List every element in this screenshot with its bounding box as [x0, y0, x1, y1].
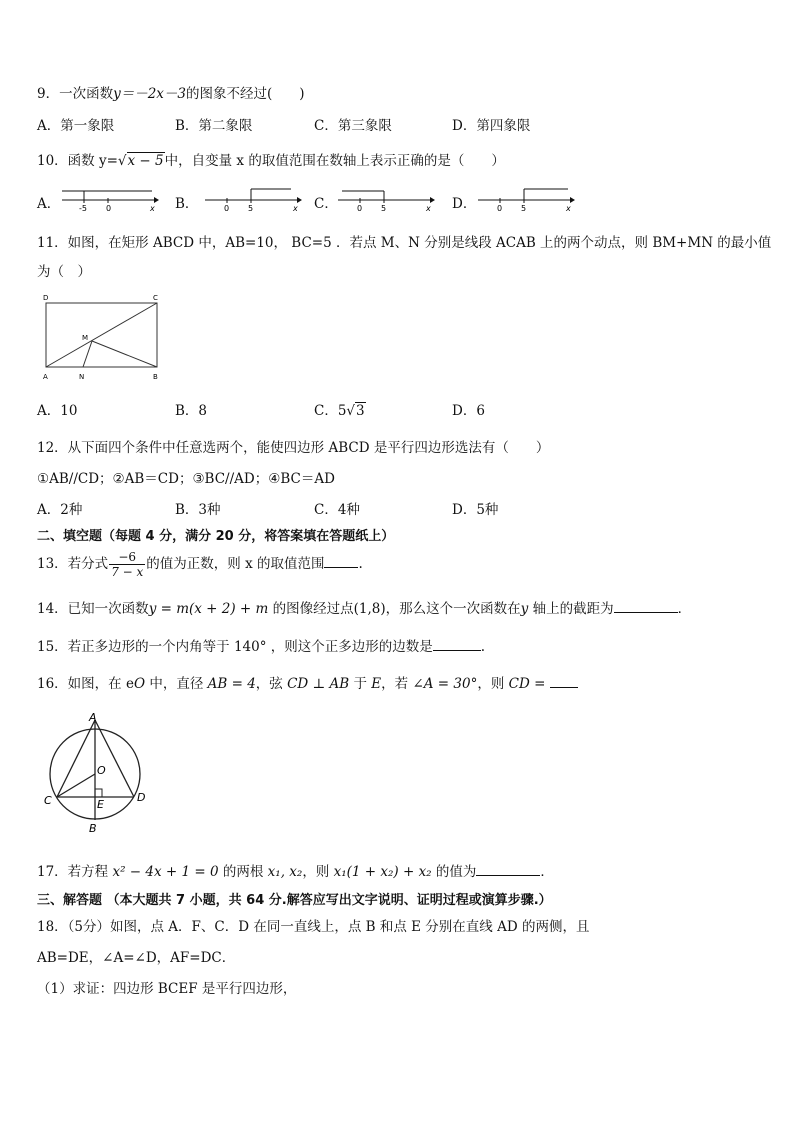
q10-b-label-x: x: [293, 204, 298, 213]
q14-axis: y: [520, 601, 529, 617]
q9-text-pre: 9．一次函数: [37, 86, 114, 102]
q10-c-label-x: x: [426, 204, 431, 213]
q10-a-label-neg5: -5: [79, 204, 87, 213]
section3-title: 三、解答题 （本大题共 7 小题，共 64 分.解答应写出文字说明、证明过程或演算步骤.）: [37, 893, 552, 908]
q16-label-a: A: [89, 711, 97, 724]
q16-cond1: AB = 4: [207, 676, 256, 692]
q17-stem: [37, 860, 554, 880]
q16-text-mid3: 于: [349, 676, 372, 692]
q13-text-post: 的值为正数，则 x 的取值范围: [146, 556, 325, 572]
q10-c-label-0: 0: [357, 204, 363, 213]
q10-option-d-letter: D．: [452, 196, 477, 212]
q14-text-mid2: ，那么这个一次函数在: [385, 601, 521, 617]
q9-stem: [37, 82, 305, 102]
q10-a-label-x: x: [150, 204, 155, 213]
q14-text-mid: 的图像经过点: [268, 601, 354, 617]
section2-title: 二、填空题（每题 4 分，满分 20 分，将答案填在答题纸上）: [37, 529, 395, 544]
q10-b-label-5: 5: [248, 204, 254, 213]
q16-label-o: O: [97, 764, 106, 777]
q17-text-pre: 17．若方程: [37, 864, 113, 880]
q16-answer-blank: [550, 675, 578, 688]
q12-option-c: C．4种: [314, 502, 360, 518]
q13-fraction: [109, 550, 145, 579]
q9-formula: y＝－2x－3: [113, 86, 187, 102]
q12-option-d: D．5种: [452, 502, 499, 518]
q10-a-label-0: 0: [106, 204, 112, 213]
q13-text-pre: 13．若分式: [37, 556, 109, 572]
q13-answer-blank: [324, 555, 358, 568]
q18-part1: （1）求证：四边形 BCEF 是平行四边形，: [37, 981, 297, 997]
q11-label-d: D: [43, 294, 49, 302]
q14-tail: ．: [677, 601, 692, 617]
q10-number-line-b: [203, 186, 303, 214]
q16-cond3: ∠A = 30°: [412, 676, 478, 692]
q10-b-label-0: 0: [224, 204, 230, 213]
q11-rectangle-figure: [37, 291, 167, 383]
q15-stem: [37, 635, 485, 655]
q14-text-pre: 14．已知一次函数: [37, 601, 149, 617]
q16-text-post: ，则: [477, 676, 509, 692]
q17-equation: x² − 4x + 1 = 0: [112, 864, 219, 880]
q16-stem: [37, 672, 578, 692]
q13-frac-den: 7 − x: [111, 565, 144, 579]
q11-option-c: C．5√3: [314, 403, 365, 419]
q16-point-e: E: [371, 676, 382, 692]
q12-option-b: B．3种: [175, 502, 221, 518]
q10-text-post: 中，自变量 x 的取值范围在数轴上表示正确的是（ ）: [164, 153, 505, 169]
q10-option-c-letter: C．: [314, 196, 338, 212]
q14-stem: [37, 597, 691, 617]
q14-formula: y = m(x + 2) + m: [148, 601, 269, 617]
q16-label-d: D: [137, 791, 146, 804]
q9-option-d: D．第四象限: [452, 118, 531, 134]
q10-d-label-0: 0: [497, 204, 503, 213]
q16-cond2: CD ⊥ AB: [287, 676, 350, 692]
q11-option-d: D．6: [452, 403, 485, 419]
q12-option-a: A．2种: [37, 502, 83, 518]
q11-label-c: C: [153, 294, 158, 302]
q9-option-a: A．第一象限: [37, 118, 115, 134]
q16-circle: O: [133, 676, 146, 692]
q9-option-b: B．第二象限: [175, 118, 253, 134]
q16-eq: =: [529, 676, 550, 692]
q10-d-label-x: x: [566, 204, 571, 213]
q10-text-pre: 10．函数 y=: [37, 153, 118, 169]
q16-text-mid2: ，弦: [255, 676, 288, 692]
q17-roots: x₁, x₂: [267, 864, 303, 880]
q16-ask: CD: [508, 676, 530, 692]
q13-stem: [37, 550, 363, 579]
q11-option-a: A．10: [37, 403, 78, 419]
q17-text-post: 的值为: [431, 864, 477, 880]
q13-tail: .: [358, 556, 363, 572]
q18-line1: 18．（5分）如图，点 A．F、C．D 在同一直线上，点 B 和点 E 分别在直线 AD 的两侧，且: [37, 919, 590, 935]
q17-expression: x₁(1 + x₂) + x₂: [333, 864, 432, 880]
q10-c-label-5: 5: [381, 204, 387, 213]
q11-label-n: N: [79, 373, 85, 381]
q16-text-pre: 16．如图，在 e: [37, 676, 134, 692]
q17-tail: ．: [540, 864, 554, 880]
q9-option-c: C．第三象限: [314, 118, 392, 134]
q11-label-b: B: [153, 373, 158, 381]
q15-tail: .: [480, 639, 486, 655]
q10-option-a-letter: A．: [37, 196, 61, 212]
q11-option-c-text: C．5: [314, 403, 347, 419]
q10-stem: 10．函数 y=√x − 5中，自变量 x 的取值范围在数轴上表示正确的是（ ）: [37, 153, 505, 169]
q16-circle-figure: [37, 708, 157, 838]
q11-line2: 为（ ）: [37, 264, 91, 280]
q17-text-mid: 的两根: [218, 864, 268, 880]
q10-number-line-c: [336, 186, 436, 214]
q12-line1: 12．从下面四个条件中任意选两个，能使四边形 ABCD 是平行四边形选法有（ ）: [37, 440, 550, 456]
q10-option-b-letter: B．: [175, 196, 199, 212]
q10-d-label-5: 5: [521, 204, 527, 213]
q16-label-c: C: [44, 794, 52, 807]
q13-frac-num: −6: [109, 550, 145, 565]
q11-option-b: B．8: [175, 403, 208, 419]
q12-conditions: ①AB//CD；②AB＝CD；③BC//AD；④BC＝AD: [37, 471, 335, 487]
q15-answer-blank: [433, 638, 481, 651]
q11-label-m: M: [82, 334, 89, 342]
q11-option-c-radical: 3: [356, 403, 365, 419]
q10-number-line-a: [60, 186, 160, 214]
q16-label-e: E: [97, 798, 104, 811]
q9-text-post: 的图象不经过( ): [186, 86, 305, 102]
q10-number-line-d: [476, 186, 576, 214]
q18-line2: AB=DE，∠A=∠D，AF=DC．: [37, 950, 236, 966]
q14-point: (1,8): [353, 601, 386, 617]
q10-radicand: x − 5: [127, 153, 164, 169]
q11-label-a: A: [43, 373, 48, 381]
q16-text-mid4: ，若: [381, 676, 413, 692]
q17-text-mid2: ，则: [302, 864, 334, 880]
q15-text: 15．若正多边形的一个内角等于 140° ，则这个正多边形的边数是: [37, 639, 433, 655]
q14-text-post: 轴上的截距为: [528, 601, 614, 617]
q16-text-mid: 中，直径: [145, 676, 208, 692]
q11-line1: 11．如图，在矩形 ABCD 中，AB=10， BC=5 ．若点 M、N 分别是线段 ACAB 上的两个动点，则 BM+MN 的最小值: [37, 235, 772, 251]
q16-label-b: B: [89, 822, 97, 835]
q14-answer-blank: [614, 600, 678, 613]
q17-answer-blank: [476, 863, 540, 876]
